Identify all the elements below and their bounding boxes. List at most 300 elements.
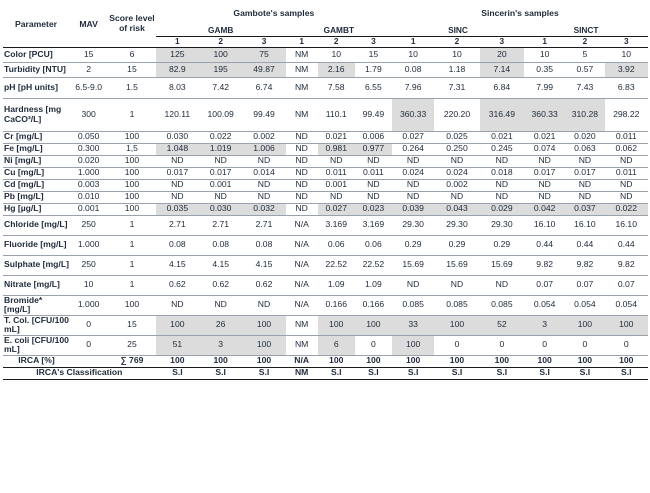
sample-value: NM <box>286 62 318 77</box>
sample-value: 0.039 <box>392 203 434 215</box>
sample-value: 0.06 <box>318 235 355 255</box>
sample-value: 0.021 <box>480 131 524 143</box>
sample-value: 0.011 <box>605 131 649 143</box>
risk-score: 100 <box>108 191 155 203</box>
sample-value: 100 <box>318 315 355 335</box>
sample-number-header: 3 <box>605 36 649 47</box>
mav-value: 1.000 <box>69 295 108 315</box>
sample-value: NM <box>286 77 318 98</box>
sample-value: N/A <box>286 295 318 315</box>
sample-value: 0.29 <box>434 235 479 255</box>
sample-value: ND <box>605 191 649 203</box>
sample-value: 0.027 <box>392 131 434 143</box>
sample-value: ND <box>242 155 285 167</box>
sample-value: ND <box>318 155 355 167</box>
sample-value: 29.30 <box>434 215 479 235</box>
irca-value: 100 <box>242 355 285 367</box>
site-gamb: GAMB <box>156 26 286 36</box>
sample-value: 9.82 <box>605 255 649 275</box>
sample-value: 0.166 <box>318 295 355 315</box>
mav-value: 250 <box>69 215 108 235</box>
sample-value: 0.011 <box>355 167 392 179</box>
sample-value: N/A <box>286 235 318 255</box>
sample-value: 4.15 <box>156 255 199 275</box>
sample-value: 7.43 <box>565 77 604 98</box>
header-score: Score level of risk <box>108 2 155 47</box>
parameter-name: Cu [mg/L] <box>3 167 69 179</box>
sample-value: 99.49 <box>355 98 392 131</box>
sample-value: N/A <box>286 255 318 275</box>
sample-value: 7.14 <box>480 62 524 77</box>
sample-value: 310.28 <box>565 98 604 131</box>
sample-value: 0.002 <box>434 179 479 191</box>
sample-value: 16.10 <box>524 215 565 235</box>
sample-value: 0.024 <box>392 167 434 179</box>
table-row <box>3 275 648 295</box>
classification-value: NM <box>286 367 318 379</box>
sample-value: 100 <box>434 315 479 335</box>
sample-value: 0.06 <box>355 235 392 255</box>
sample-value: 0.264 <box>392 143 434 155</box>
sample-value: 0.022 <box>199 131 242 143</box>
sample-value: 0.029 <box>480 203 524 215</box>
sample-number-header: 3 <box>480 36 524 47</box>
sample-value: 33 <box>392 315 434 335</box>
classification-value: S.I <box>242 367 285 379</box>
risk-score: 100 <box>108 203 155 215</box>
sample-value: 0.07 <box>605 275 649 295</box>
table-row <box>3 203 648 215</box>
sample-value: 0.245 <box>480 143 524 155</box>
sample-value: 1.09 <box>355 275 392 295</box>
table-body <box>3 47 648 355</box>
sample-number-header: 2 <box>565 36 604 47</box>
sample-value: 0 <box>480 335 524 355</box>
sample-value: 0.011 <box>318 167 355 179</box>
sample-value: 0.085 <box>392 295 434 315</box>
risk-score: 100 <box>108 131 155 143</box>
sample-value: 8.03 <box>156 77 199 98</box>
sample-value: ND <box>434 155 479 167</box>
sample-value: 100.09 <box>199 98 242 131</box>
sample-value: 6.84 <box>480 77 524 98</box>
classification-value: S.I <box>156 367 199 379</box>
sample-value: 7.42 <box>199 77 242 98</box>
sample-value: 100 <box>355 315 392 335</box>
sample-value: 0.042 <box>524 203 565 215</box>
sample-value: 0.024 <box>434 167 479 179</box>
sample-value: 0.07 <box>524 275 565 295</box>
sample-value: 0.017 <box>156 167 199 179</box>
mav-value: 1.000 <box>69 167 108 179</box>
site-sinct: SINCT <box>524 26 648 36</box>
sample-value: 0.07 <box>565 275 604 295</box>
sample-value: 26 <box>199 315 242 335</box>
sample-value: 1.79 <box>355 62 392 77</box>
sample-value: ND <box>605 155 649 167</box>
sample-value: 3.92 <box>605 62 649 77</box>
site-sinc: SINC <box>392 26 524 36</box>
sample-value: 10 <box>524 47 565 62</box>
sample-value: 220.20 <box>434 98 479 131</box>
risk-score: 100 <box>108 179 155 191</box>
sample-value: ND <box>524 191 565 203</box>
sample-value: 1.09 <box>318 275 355 295</box>
irca-total: ∑ 769 <box>108 355 155 367</box>
sample-value: 0.166 <box>355 295 392 315</box>
sample-value: NM <box>286 335 318 355</box>
sample-value: ND <box>318 191 355 203</box>
parameter-name: Nitrate [mg/L] <box>3 275 69 295</box>
sample-value: 0.62 <box>199 275 242 295</box>
classification-label: IRCA's Classification <box>3 367 156 379</box>
mav-value: 0 <box>69 335 108 355</box>
classification-value: S.I <box>199 367 242 379</box>
mav-value: 0.001 <box>69 203 108 215</box>
sample-value: 0.030 <box>199 203 242 215</box>
sample-value: 360.33 <box>392 98 434 131</box>
sample-value: 4.15 <box>199 255 242 275</box>
sample-value: 0.001 <box>199 179 242 191</box>
sample-value: 16.10 <box>605 215 649 235</box>
sample-value: 0.043 <box>434 203 479 215</box>
sample-value: 15.69 <box>392 255 434 275</box>
table-row <box>3 77 648 98</box>
parameter-name: Chloride [mg/L] <box>3 215 69 235</box>
sample-value: 1.006 <box>242 143 285 155</box>
sample-number-header: 1 <box>286 36 318 47</box>
sample-value: 100 <box>199 47 242 62</box>
parameter-name: Turbidity [NTU] <box>3 62 69 77</box>
sample-value: 0.006 <box>355 131 392 143</box>
sample-value: 0.032 <box>242 203 285 215</box>
sample-number-header: 2 <box>199 36 242 47</box>
table-row <box>3 62 648 77</box>
sample-value: ND <box>286 203 318 215</box>
table-row <box>3 255 648 275</box>
sample-value: 100 <box>156 315 199 335</box>
sample-number-header: 1 <box>524 36 565 47</box>
parameter-name: pH [pH units] <box>3 77 69 98</box>
sample-value: 0.054 <box>605 295 649 315</box>
parameter-name: Cr [mg/L] <box>3 131 69 143</box>
irca-value: 100 <box>156 355 199 367</box>
sample-value: 0.57 <box>565 62 604 77</box>
sample-value: 0.054 <box>524 295 565 315</box>
sample-value: 3.169 <box>318 215 355 235</box>
mav-value: 0.300 <box>69 143 108 155</box>
sample-value: 0.085 <box>480 295 524 315</box>
sample-value: 0.025 <box>434 131 479 143</box>
sample-value: ND <box>286 167 318 179</box>
sample-value: 2.71 <box>242 215 285 235</box>
sample-value: 0.62 <box>242 275 285 295</box>
sample-value: 0.020 <box>565 131 604 143</box>
risk-score: 15 <box>108 62 155 77</box>
irca-value: 100 <box>524 355 565 367</box>
sample-value: 0.29 <box>392 235 434 255</box>
sample-value: 7.31 <box>434 77 479 98</box>
sample-value: 7.99 <box>524 77 565 98</box>
classification-value: S.I <box>355 367 392 379</box>
sample-value: 4.15 <box>242 255 285 275</box>
irca-value: N/A <box>286 355 318 367</box>
sample-value: ND <box>605 179 649 191</box>
sample-value: 0.977 <box>355 143 392 155</box>
mav-value: 6.5-9.0 <box>69 77 108 98</box>
sample-value: 0.62 <box>156 275 199 295</box>
table-header <box>3 2 648 47</box>
risk-score: 1,5 <box>108 143 155 155</box>
sample-value: 0 <box>355 335 392 355</box>
table-row <box>3 215 648 235</box>
sample-value: ND <box>199 295 242 315</box>
sample-value: 15.69 <box>434 255 479 275</box>
table-row <box>3 98 648 131</box>
irca-value: 100 <box>318 355 355 367</box>
sample-value: 0.08 <box>242 235 285 255</box>
sample-value: 0.021 <box>318 131 355 143</box>
sample-value: 22.52 <box>318 255 355 275</box>
sample-value: 100 <box>392 335 434 355</box>
risk-score: 100 <box>108 167 155 179</box>
sample-value: 0.062 <box>605 143 649 155</box>
sample-value: ND <box>392 179 434 191</box>
table-row <box>3 191 648 203</box>
parameter-name: Hg [µg/L] <box>3 203 69 215</box>
irca-mav <box>69 355 108 367</box>
sample-value: 82.9 <box>156 62 199 77</box>
sample-value: 3 <box>199 335 242 355</box>
sample-value: ND <box>286 155 318 167</box>
parameter-name: Hardness [mg CaCO³/L] <box>3 98 69 131</box>
sample-value: ND <box>565 155 604 167</box>
sample-value: 7.58 <box>318 77 355 98</box>
sample-value: 99.49 <box>242 98 285 131</box>
sample-value: 0.063 <box>565 143 604 155</box>
mav-value: 2 <box>69 62 108 77</box>
sample-value: 0.29 <box>480 235 524 255</box>
sample-value: 125 <box>156 47 199 62</box>
risk-score: 1 <box>108 255 155 275</box>
parameter-name: Ni [mg/L] <box>3 155 69 167</box>
sample-value: 0 <box>565 335 604 355</box>
sample-value: 16.10 <box>565 215 604 235</box>
sample-value: ND <box>286 131 318 143</box>
sample-value: 100 <box>242 315 285 335</box>
sample-value: ND <box>286 143 318 155</box>
sample-value: ND <box>355 191 392 203</box>
sample-value: 6.74 <box>242 77 285 98</box>
risk-score: 1 <box>108 98 155 131</box>
classification-value: S.I <box>318 367 355 379</box>
sample-value: 100 <box>565 315 604 335</box>
parameter-name: E. coli [CFU/100 mL] <box>4 335 69 354</box>
sample-value: 10 <box>392 47 434 62</box>
parameter-name: Color [PCU] <box>3 47 69 62</box>
sample-value: 51 <box>156 335 199 355</box>
mav-value: 0.010 <box>69 191 108 203</box>
sample-value: 360.33 <box>524 98 565 131</box>
sample-value: 0.35 <box>524 62 565 77</box>
sample-value: 0.027 <box>318 203 355 215</box>
sample-value: 0 <box>434 335 479 355</box>
table-row <box>3 179 648 191</box>
irca-value: 100 <box>434 355 479 367</box>
irca-value: 100 <box>392 355 434 367</box>
sample-value: 6.55 <box>355 77 392 98</box>
sample-value: NM <box>286 315 318 335</box>
sample-value: 100 <box>242 335 285 355</box>
water-quality-table <box>3 2 648 380</box>
parameter-name: T. Col. [CFU/100 mL] <box>4 315 69 334</box>
sample-value: 3.169 <box>355 215 392 235</box>
sample-value: 0 <box>524 335 565 355</box>
sample-value: 0 <box>605 335 649 355</box>
sample-value: ND <box>199 191 242 203</box>
sample-value: 120.11 <box>156 98 199 131</box>
sample-number-header: 1 <box>392 36 434 47</box>
sample-value: 0.001 <box>318 179 355 191</box>
sample-value: 9.82 <box>524 255 565 275</box>
sample-value: ND <box>480 155 524 167</box>
sample-value: 0.08 <box>199 235 242 255</box>
sample-value: 0.017 <box>565 167 604 179</box>
table-footer <box>3 355 648 379</box>
sample-value: 52 <box>480 315 524 335</box>
classification-value: S.I <box>605 367 649 379</box>
header-parameter: Parameter <box>3 2 69 47</box>
sample-value: 9.82 <box>565 255 604 275</box>
classification-value: S.I <box>392 367 434 379</box>
mav-value: 0 <box>69 315 108 335</box>
sample-value: 7.96 <box>392 77 434 98</box>
sample-value: 1.18 <box>434 62 479 77</box>
table-row <box>3 131 648 143</box>
sample-value: N/A <box>286 275 318 295</box>
sample-value: 100 <box>605 315 649 335</box>
sample-value: ND <box>434 275 479 295</box>
sample-value: 0.08 <box>156 235 199 255</box>
sample-value: 20 <box>480 47 524 62</box>
sample-value: ND <box>480 179 524 191</box>
sample-value: ND <box>199 155 242 167</box>
sample-value: 6.83 <box>605 77 649 98</box>
sample-value: 29.30 <box>392 215 434 235</box>
risk-score: 6 <box>108 47 155 62</box>
irca-value: 100 <box>480 355 524 367</box>
sample-number-header: 2 <box>318 36 355 47</box>
sample-value: 22.52 <box>355 255 392 275</box>
sample-number-header: 1 <box>156 36 199 47</box>
site-gambt: GAMBT <box>286 26 392 36</box>
sample-value: 2.71 <box>199 215 242 235</box>
sample-value: ND <box>392 191 434 203</box>
sample-value: ND <box>392 275 434 295</box>
sample-value: 0.011 <box>605 167 649 179</box>
sample-value: ND <box>242 191 285 203</box>
sample-value: ND <box>392 155 434 167</box>
mav-value: 300 <box>69 98 108 131</box>
sample-value: 15 <box>355 47 392 62</box>
sample-value: 0.44 <box>524 235 565 255</box>
sample-number-header: 3 <box>355 36 392 47</box>
parameter-name: Pb [mg/L] <box>3 191 69 203</box>
sample-value: 0.022 <box>605 203 649 215</box>
risk-score: 15 <box>108 315 155 335</box>
sample-value: 5 <box>565 47 604 62</box>
sample-value: 10 <box>605 47 649 62</box>
parameter-name: Fluoride [mg/L] <box>3 235 69 255</box>
mav-value: 10 <box>69 275 108 295</box>
sample-value: 2.71 <box>156 215 199 235</box>
irca-value: 100 <box>565 355 604 367</box>
sample-value: ND <box>156 295 199 315</box>
sample-value: ND <box>242 179 285 191</box>
sample-value: 0.981 <box>318 143 355 155</box>
table-row <box>3 143 648 155</box>
sample-value: 0.023 <box>355 203 392 215</box>
classification-value: S.I <box>565 367 604 379</box>
header-mav: MAV <box>69 2 108 47</box>
sample-value: ND <box>355 179 392 191</box>
sample-value: 0.035 <box>156 203 199 215</box>
sample-number-header: 3 <box>242 36 285 47</box>
sample-value: ND <box>242 295 285 315</box>
table-row <box>3 335 648 355</box>
sample-value: 0.018 <box>480 167 524 179</box>
classification-value: S.I <box>524 367 565 379</box>
sample-value: 6 <box>318 335 355 355</box>
risk-score: 1 <box>108 215 155 235</box>
risk-score: 25 <box>108 335 155 355</box>
sample-value: NM <box>286 47 318 62</box>
sample-value: ND <box>565 191 604 203</box>
sample-value: 0.021 <box>524 131 565 143</box>
sample-value: ND <box>480 191 524 203</box>
sample-value: 2.16 <box>318 62 355 77</box>
sample-value: ND <box>286 191 318 203</box>
risk-score: 1.5 <box>108 77 155 98</box>
sample-value: 1.048 <box>156 143 199 155</box>
sample-value: 0.44 <box>605 235 649 255</box>
sample-value: 10 <box>434 47 479 62</box>
sample-value: 316.49 <box>480 98 524 131</box>
risk-score: 1 <box>108 275 155 295</box>
sample-value: 0.002 <box>242 131 285 143</box>
table-row <box>3 235 648 255</box>
sample-value: 29.30 <box>480 215 524 235</box>
table-row <box>3 295 648 315</box>
irca-value: 100 <box>605 355 649 367</box>
mav-value: 0.003 <box>69 179 108 191</box>
irca-value: 100 <box>355 355 392 367</box>
table-row <box>3 167 648 179</box>
sample-value: NM <box>286 98 318 131</box>
classification-value: S.I <box>434 367 479 379</box>
mav-value: 1.000 <box>69 235 108 255</box>
sample-value: 0.08 <box>392 62 434 77</box>
risk-score: 100 <box>108 295 155 315</box>
table-row <box>3 47 648 62</box>
sample-value: 15.69 <box>480 255 524 275</box>
risk-score: 1 <box>108 235 155 255</box>
sample-value: 75 <box>242 47 285 62</box>
sample-value: 49.87 <box>242 62 285 77</box>
sample-value: ND <box>524 155 565 167</box>
classification-value: S.I <box>480 367 524 379</box>
sample-value: 298.22 <box>605 98 649 131</box>
